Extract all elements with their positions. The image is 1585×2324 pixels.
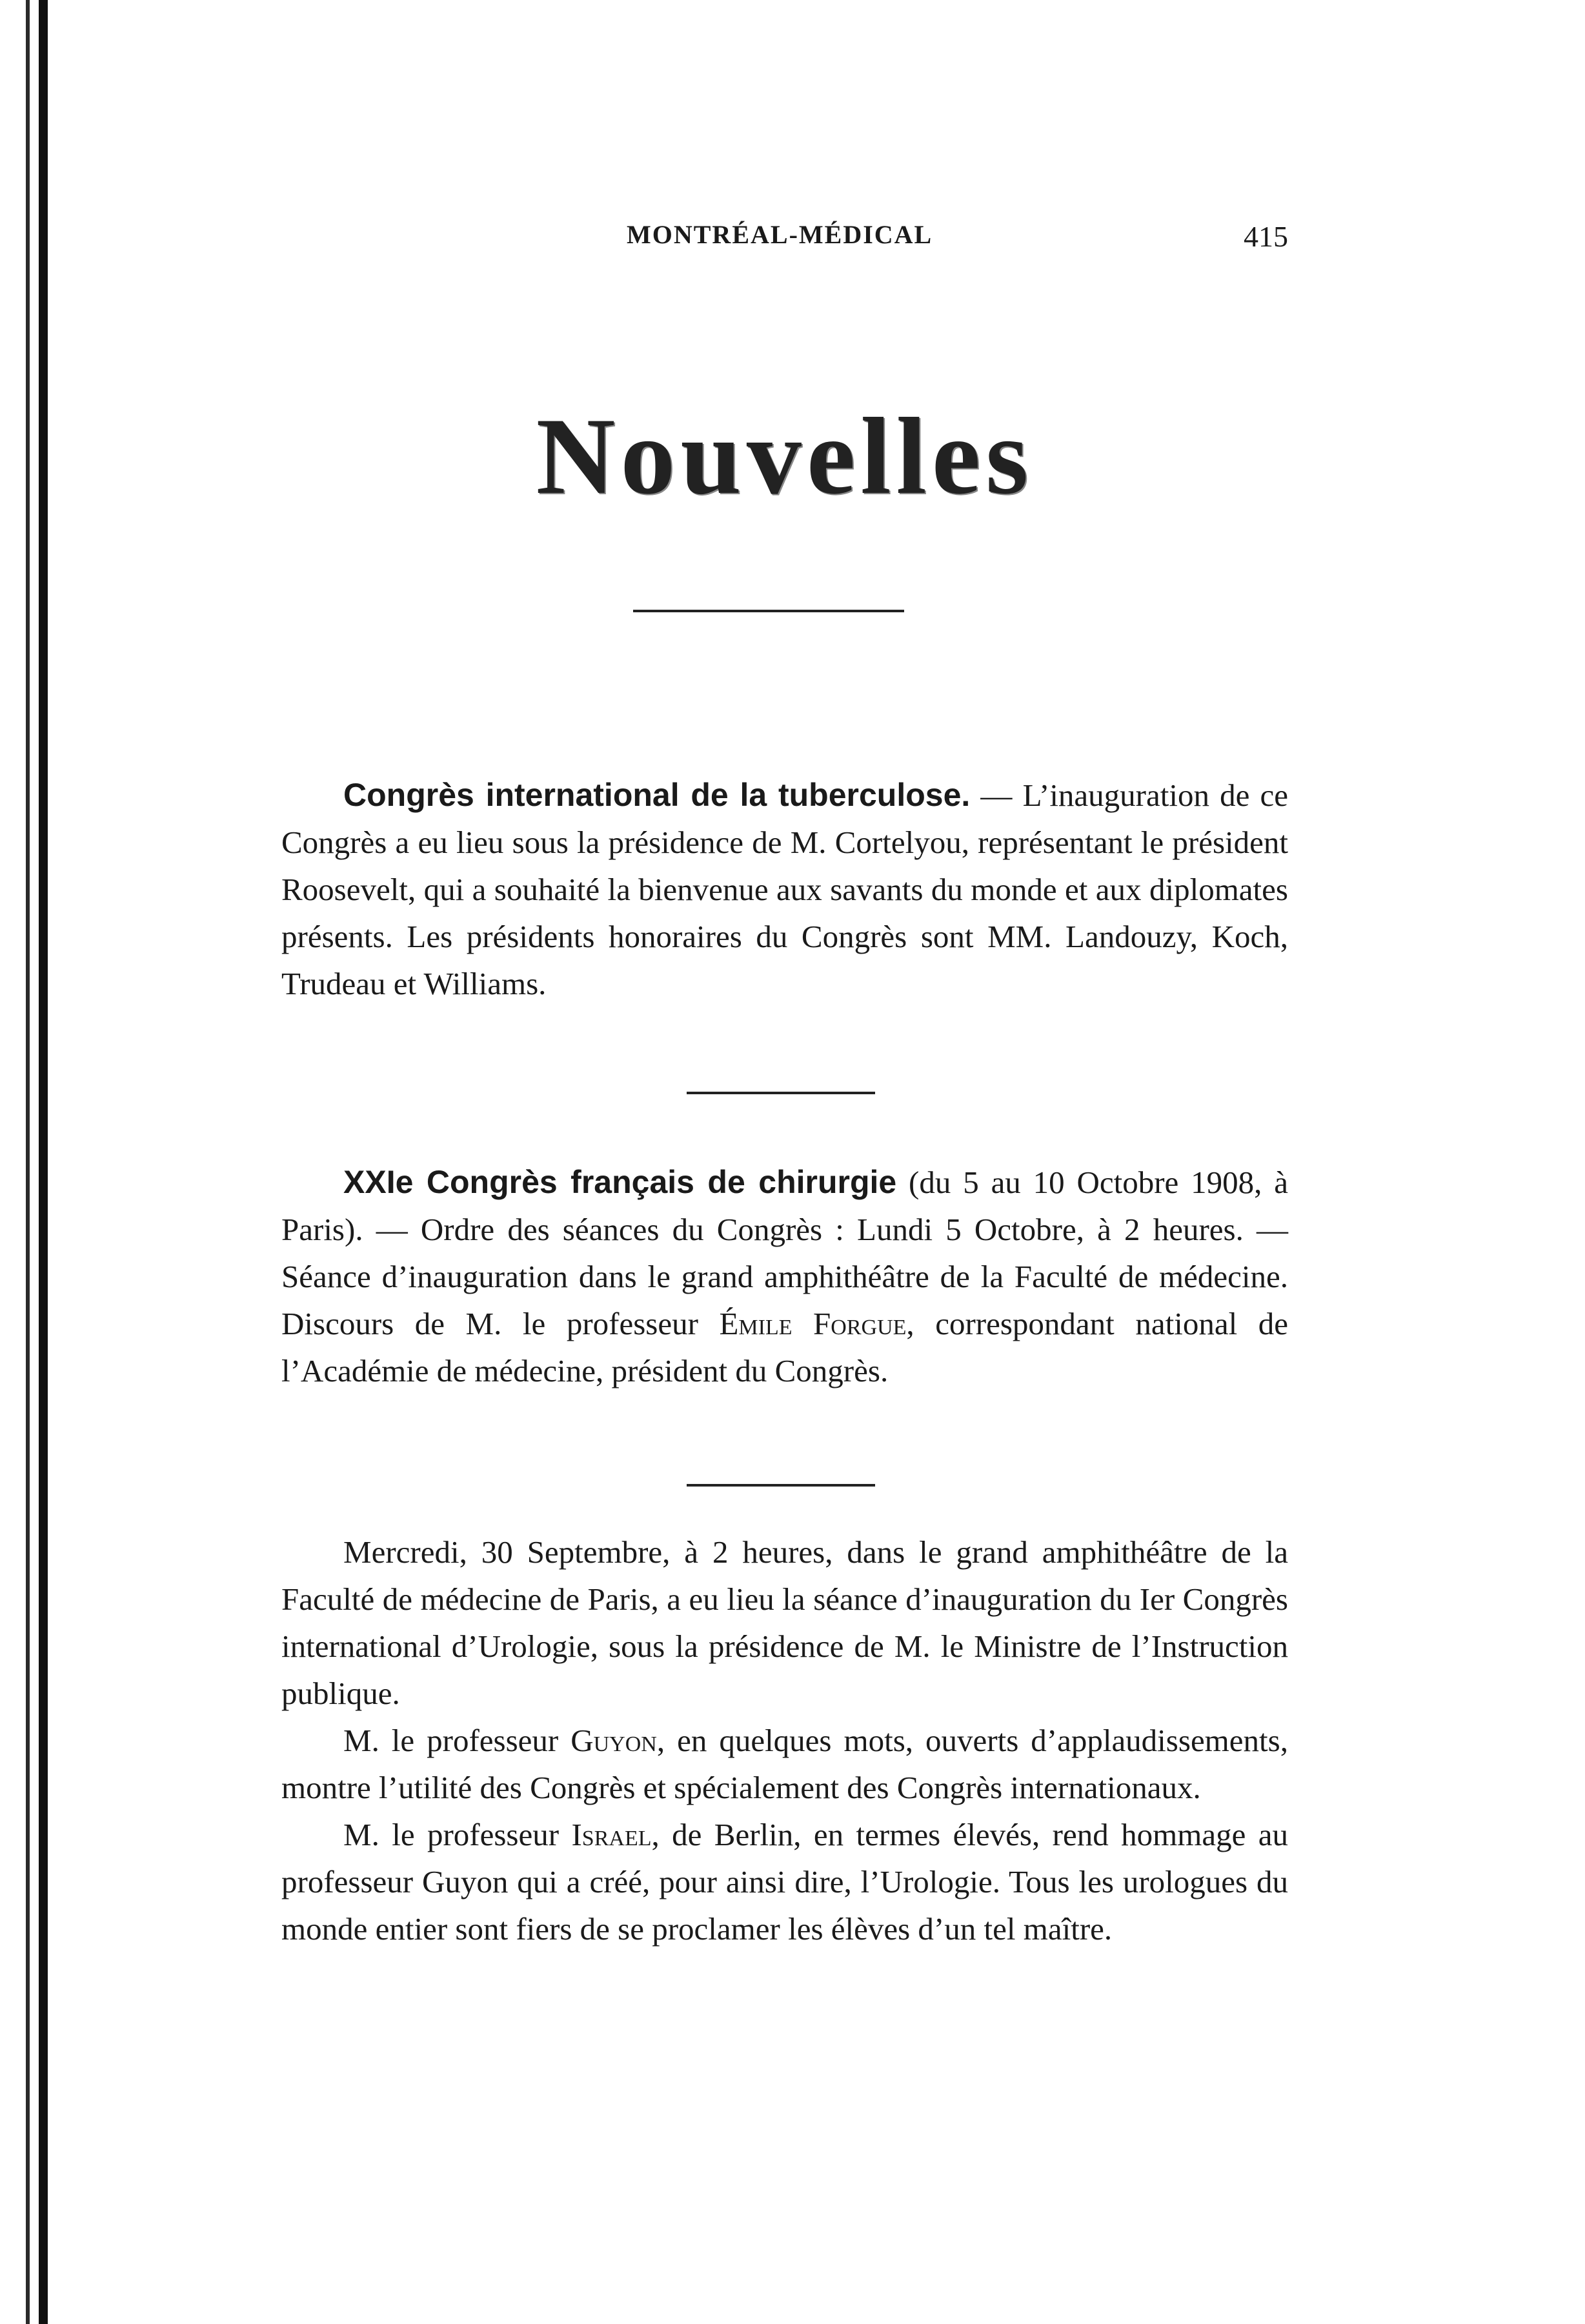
article-divider [687,1484,875,1487]
journal-page [281,0,1288,2324]
running-title: MONTRÉAL-MÉDICAL [627,220,933,249]
section-title: Nouvelles [536,396,1034,517]
article-body: M. le professeur [343,1723,571,1758]
scan-binding-shadow [26,0,30,2324]
article-body: (du 5 au 10 Octobre 1908, à Paris). — Ordre des séances du Congrès : Lundi 5 Octobre, à 2 heures. — Séance d’inauguration dans le grand amphithéâtre de la Faculté de médecine. Discours de M. le professeur [281,1165,1288,1341]
article-surgery-congress [281,1159,1288,1394]
article-paragraph [281,772,1288,1007]
article-paragraph [281,1717,1288,1811]
person-name: Émile Forgue [719,1306,907,1341]
article-paragraph: Mercredi, 30 Septembre, à 2 heures, dans le grand amphithéâtre de la Faculté de médecine de Paris, a eu lieu la séance d’inauguration du Ier Congrès international d’Urologie, sous la présidence de M. le Ministre de l’Instruction publique. [281,1534,1288,1711]
title-divider [633,610,904,612]
article-urology-congress [281,1528,1288,1952]
person-name: Israel [571,1817,652,1852]
article-heading: Congrès international de la tuberculose. [343,777,971,813]
page-number: 415 [1244,220,1288,253]
scan-binding-edge [39,0,48,2324]
person-name: Guyon [570,1723,657,1758]
article-paragraph [281,1159,1288,1394]
article-body: , correspondant national de l’Académie de médecine, président du Congrès. [281,1306,1288,1388]
article-paragraph [281,1811,1288,1952]
article-heading: XXIe Congrès français de chirurgie [343,1164,897,1200]
article-body: — L’inauguration de ce Congrès a eu lieu sous la présidence de M. Cortelyou, représentant le président Roosevelt, qui a souhaité la bienvenue aux savants du monde et aux diplomates présents. Les présidents honoraires du Congrès sont MM. Landouzy, Koch, Trudeau et Williams. [281,777,1288,1001]
article-divider [687,1092,875,1094]
article-tuberculosis-congress [281,772,1288,1007]
article-body: , en quelques mots, ouverts d’applaudissements, montre l’utilité des Congrès et spécialement des Congrès internationaux. [281,1723,1288,1805]
article-body: , de Berlin, en termes élevés, rend hommage au professeur Guyon qui a créé, pour ainsi dire, l’Urologie. Tous les urologues du monde entier sont fiers de se proclamer les élèves d’un tel maître. [281,1817,1288,1947]
article-body: M. le professeur [343,1817,572,1852]
running-head [281,219,1288,258]
